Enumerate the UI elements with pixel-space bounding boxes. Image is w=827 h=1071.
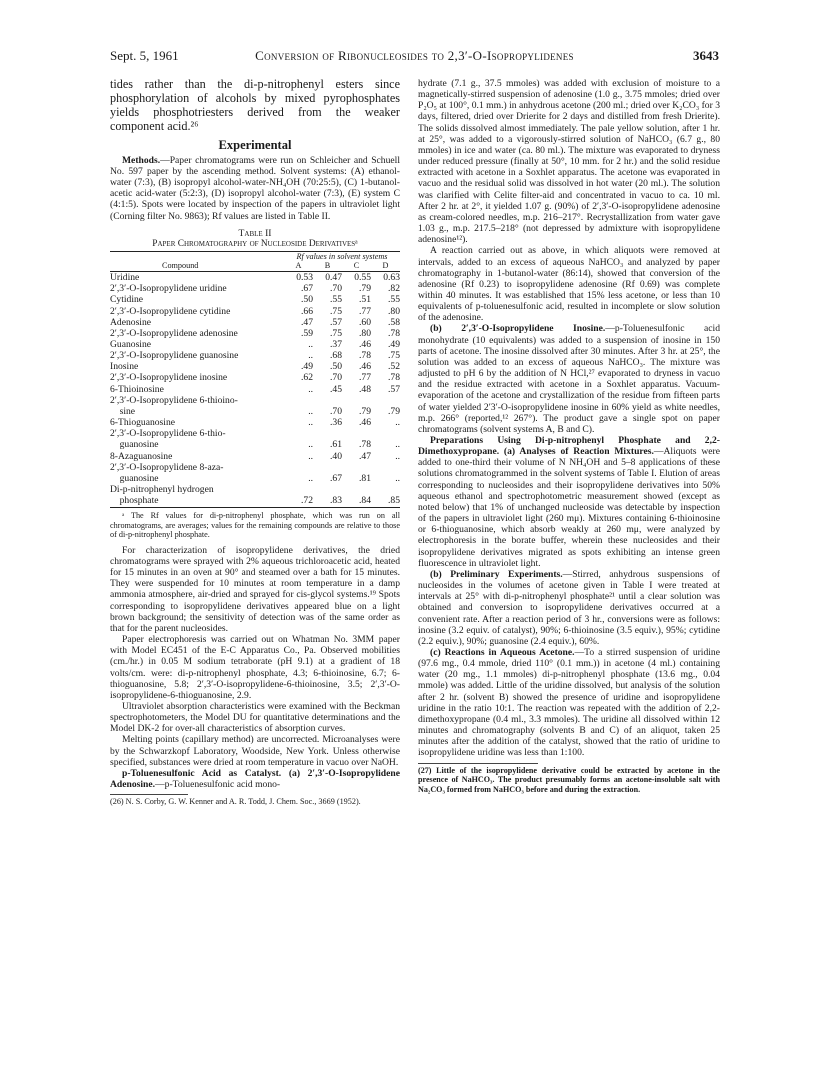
rf-value xyxy=(371,428,400,439)
preliminary-lead: (b) Preliminary Experiments. xyxy=(430,568,563,580)
table-row xyxy=(110,339,400,350)
footnote-rule-left xyxy=(110,794,188,795)
intro-paragraph: tides rather than the di-p-nitrophenyl esters since phosphorylation of alcohols by mixed pyrophosphates yields phosphotriesters derived from the weaker component acid.²⁶ xyxy=(110,77,400,133)
rf-value: .77 xyxy=(359,372,371,384)
rf-value: .36 xyxy=(330,417,342,429)
table-row xyxy=(110,395,400,406)
catalyst-lead: p-Toluenesulfonic Acid as Catalyst. (a) 2′,3′-O-Isopropylidene Adenosine. xyxy=(110,767,400,791)
rf-value xyxy=(313,395,342,406)
rf-value: .. xyxy=(308,350,313,362)
rf-value: .. xyxy=(308,450,313,462)
rf-value: .79 xyxy=(359,283,371,295)
adenosine-paragraph: hydrate (7.1 g., 37.5 mmoles) was added with exclusion of moisture to a magnetically-stirred suspension of adenosine (1.0 g., 3.75 mmoles; dried over P₂O₅ at 100°, 0.1 mm.) in anhydrous acetone (200 ml.; dried over K₂CO₃ for 3 days, filtered, dried over Drierite for 2 days and distilled from fresh Drierite). The solids dissolved almost immediately. The pale yellow solution, after 1 hr. at 25°, was added to a vigorously-stirred solution of NaHCO₃ (6.7 g., 80 mmoles) in ice and water (ca. 80 ml.). The mixture was evaporated to dryness under reduced pressure (finally at 50°, 10 mm. for 2 hr.) and the solid residue extracted with acetone in a Soxhlet apparatus. The acetone was evaporated in vacuo and the residual solid was dissolved in hot water (20 ml.). The solution was clarified with Celite filter-aid and concentrated in vacuo to ca. 10 ml. After 2 hr. at 2°, it yielded 1.07 g. (90%) of 2′,3′-O-isopropylidene adenosine as cream-colored needles, m.p. 216–217°. Recrystallization from water gave 1.03 g., m.p. 217.5–218° (not depressed by admixture with isopropylidene adenosine¹²). xyxy=(418,78,720,246)
rf-value: .78 xyxy=(359,350,371,362)
rf-value: .55 xyxy=(388,294,400,306)
table-row xyxy=(110,283,400,294)
table-row xyxy=(110,439,400,450)
rf-value: .75 xyxy=(388,350,400,362)
table-row xyxy=(110,350,400,361)
table-row xyxy=(110,306,400,317)
rf-value xyxy=(342,395,371,406)
table-row xyxy=(110,328,400,339)
running-header xyxy=(110,48,719,64)
rf-value: .70 xyxy=(330,372,342,384)
rf-value xyxy=(313,428,342,439)
right-column xyxy=(418,78,720,794)
rf-table-body xyxy=(110,272,400,508)
characterization-paragraph: For characterization of isopropylidene derivatives, the dried chromatograms were sprayed with 2% aqueous trichloroacetic acid, heated for 15 minutes in an oven at 90° and steamed over a bath for 15 minutes. They were suspended for 10 minutes at room temperature in a damp ammonia atmosphere, air-dried and sprayed for cis-glycol systems.¹⁹ Spots corresponding to isopropylidene derivatives appeared blue on a light brown background; the sensitivity of detection was of the same order as that for the parent nucleosides. xyxy=(110,544,400,634)
table-row xyxy=(110,417,400,428)
rf-value: .70 xyxy=(330,283,342,295)
rf-value: .. xyxy=(395,450,400,462)
header-title: Conversion of Ribonucleosides to 2,3′-O-Isopropylidenes xyxy=(255,48,574,63)
rf-value: .83 xyxy=(313,495,342,508)
rf-value xyxy=(371,484,400,495)
compound-name: 6-Thioguanosine xyxy=(110,417,176,429)
rf-value xyxy=(371,462,400,473)
compound-name: phosphate xyxy=(110,495,284,508)
compound-name: Uridine xyxy=(110,272,140,284)
rf-value: .79 xyxy=(388,405,400,417)
rf-value: .79 xyxy=(359,405,371,417)
left-column xyxy=(110,78,400,807)
rf-value xyxy=(284,428,313,439)
analyses-lead: Preparations Using Di-p-nitrophenyl Phosphate and 2,2-Dimethoxypropane. (a) Analyses of Reaction Mixtures. xyxy=(418,435,720,458)
table-header-c: C xyxy=(342,261,371,272)
rf-value: 0.47 xyxy=(325,272,342,284)
aqueous-acetone-lead: (c) Reactions in Aqueous Acetone. xyxy=(430,646,575,658)
rf-value: .72 xyxy=(284,495,313,508)
compound-name: Cytidine xyxy=(110,294,144,306)
rf-value: .. xyxy=(395,417,400,429)
rf-value xyxy=(313,484,342,495)
table-row xyxy=(110,495,400,508)
footnote-rule-right xyxy=(418,763,538,764)
melting-paragraph: Melting points (capillary method) are uncorrected. Microanalyses were by the Schwarzkopf Laboratory, Woodside, New York. Unless otherwise specified, substances were dried at room temperature in vacuo over NaOH. xyxy=(110,734,400,768)
rf-value: .82 xyxy=(388,283,400,295)
rf-value: .. xyxy=(308,417,313,429)
compound-name: 2′,3′-O-Isopropylidene 6-thio- xyxy=(110,428,226,440)
footnote-26: (26) N. S. Corby, G. W. Kenner and A. R. Todd, J. Chem. Soc., 3669 (1952). xyxy=(110,797,361,807)
header-page-number: 3643 xyxy=(693,48,719,63)
rf-value: .49 xyxy=(301,361,313,373)
rf-value: .75 xyxy=(330,327,342,339)
rf-value: .58 xyxy=(388,316,400,328)
rf-value: .47 xyxy=(301,316,313,328)
rf-value: .. xyxy=(308,472,313,484)
rf-value: .55 xyxy=(330,294,342,306)
rf-value: .80 xyxy=(359,327,371,339)
table-row xyxy=(110,372,400,383)
rf-value: .80 xyxy=(388,305,400,317)
table-header-a: A xyxy=(284,261,313,272)
rf-value: 0.63 xyxy=(383,272,400,284)
methods-text: —Paper chromatograms were run on Schleicher and Schuell No. 597 paper by the ascending method. Solvent systems: (A) ethanol-water (7:3), (B) isopropyl alcohol-water-NH₄OH (70:25:5), (C) 1-butanol-acetic acid-water (5:2:3), (D) isopropyl alcohol-water (7:3), (E) system C (4:1:5). Spots were located by inspection of the papers in ultraviolet light (Corning filter No. 9863); Rf values are listed in Table II. xyxy=(110,154,400,222)
rf-value: .52 xyxy=(388,361,400,373)
table-row xyxy=(110,462,400,473)
rf-value: .77 xyxy=(359,305,371,317)
rf-value: .46 xyxy=(359,417,371,429)
catalyst-text: —p-Toluenesulfonic acid mono- xyxy=(155,779,281,791)
rf-value: .45 xyxy=(330,383,342,395)
inosine-lead: (b) 2′,3′-O-Isopropylidene Inosine. xyxy=(430,323,606,335)
rf-value: .50 xyxy=(301,294,313,306)
rf-value: .. xyxy=(308,405,313,417)
rf-value: .59 xyxy=(301,327,313,339)
aqueous-acetone-paragraph xyxy=(418,647,720,759)
rf-value: .66 xyxy=(301,305,313,317)
header-date: Sept. 5, 1961 xyxy=(110,48,179,63)
rf-value: .46 xyxy=(359,361,371,373)
rf-table xyxy=(110,251,400,508)
aqueous-acetone-text: —To a stirred suspension of uridine (97.6 mg., 0.4 mmole, dried 110° (0.1 mm.)) in acetone (4 ml.) containing water (20 mg., 1.1 mmoles) di-p-nitrophenyl phosphate (13.6 mg., 0.04 mmole) was added. Little of the uridine dissolved, but analysis of the solution after 2 hr. (solvent B) showed the presence of uridine and isopropylidene uridine in the ratio 10:1. The reaction was repeated with the addition of 2,2-dimethoxypropane (0.4 ml., 3.3 mmoles). The uridine all dissolved within 12 minutes and chromatography (solvents B and C) of an aliquot, taken 25 minutes after the addition of the catalyst, showed that the ratio of uridine to isopropylidene uridine was less than 1:100. xyxy=(418,646,720,759)
rf-value: .57 xyxy=(330,316,342,328)
rf-value: .. xyxy=(395,439,400,451)
methods-lead: Methods. xyxy=(122,154,161,166)
compound-name: 6-Thioinosine xyxy=(110,383,164,395)
ultraviolet-paragraph: Ultraviolet absorption characteristics were examined with the Beckman spectrophotometers, the Model DU for quantitative determinations and the Model DK-2 for over-all characteristics of absorption curves. xyxy=(110,701,400,735)
rf-value xyxy=(342,462,371,473)
table-row xyxy=(110,272,400,284)
rf-value: .57 xyxy=(388,383,400,395)
table-row xyxy=(110,294,400,305)
table-row xyxy=(110,473,400,484)
table-header-d: D xyxy=(371,261,400,272)
compound-name: guanosine xyxy=(110,472,159,484)
experimental-heading: Experimental xyxy=(218,137,292,152)
table-header-compound: Compound xyxy=(110,261,284,272)
table-footnote xyxy=(110,511,400,540)
rf-value: .48 xyxy=(359,383,371,395)
table-label: Table II xyxy=(238,227,272,239)
rf-value: .. xyxy=(308,383,313,395)
table-footnote-text: ᵃ The Rf values for di-p-nitrophenyl phosphate, which was run on all chromatograms, are averages; values for the remaining compounds are relative to those of di-p-nitrophenyl phosphate. xyxy=(110,511,400,540)
compound-name: sine xyxy=(110,405,136,417)
compound-name: 2′,3′-O-Isopropylidene inosine xyxy=(110,372,228,384)
rf-value: .67 xyxy=(330,472,342,484)
compound-name: Adenosine xyxy=(110,316,152,328)
compound-name: 2′,3′-O-Isopropylidene 6-thioino- xyxy=(110,394,238,406)
compound-name: Guanosine xyxy=(110,338,152,350)
rf-value xyxy=(371,395,400,406)
table-header-span: Rf values in solvent systems xyxy=(284,252,400,262)
inosine-text: —p-Toluenesulfonic acid monohydrate (10 equivalents) was added to a suspension of inosine in 150 parts of acetone. The inosine dissolved after 30 minutes. After 3 hr. at 25°, the solution was added to an excess of aqueous NaHCO₃. The mixture was adjusted to pH 6 by the addition of N HCl,²⁷ evaporated to dryness in vacuo and the residue extracted with acetone in a Soxhlet apparatus. Vacuum-evaporation of the acetone and crystallization of the residue from fifteen parts of water yielded 2′3′-O-isopropylidene inosine in 60% yield as white needles, m.p. 266° (reported,¹² 267°). The product gave a single spot on paper chromatograms (solvent systems A, B and C). xyxy=(418,323,720,435)
compound-name: 2′,3′-O-Isopropylidene cytidine xyxy=(110,305,231,317)
table-row xyxy=(110,484,400,495)
rf-value: .. xyxy=(395,472,400,484)
rf-value xyxy=(284,395,313,406)
rf-value: 0.53 xyxy=(296,272,313,284)
catalyst-paragraph xyxy=(110,768,400,790)
rf-value xyxy=(284,462,313,473)
compound-name: Di-p-nitrophenyl hydrogen xyxy=(110,484,214,495)
table-row xyxy=(110,384,400,395)
rf-value: .75 xyxy=(330,305,342,317)
table-row xyxy=(110,451,400,462)
footnote-27: (27) Little of the isopropylidene derivative could be extracted by acetone in the presence of NaHCO₃. The product presumably forms an acetone-insoluble salt with Na₂CO₃ formed from NaHCO₃ before and during the extraction. xyxy=(418,765,720,794)
rf-value: .51 xyxy=(359,294,371,306)
table-header-b: B xyxy=(313,261,342,272)
table-row xyxy=(110,317,400,328)
preliminary-text: —Stirred, anhydrous suspensions of nucleosides in the volumes of acetone given in Table I were treated at intervals at 25° with di-p-nitrophenyl phosphate²¹ until a clear solution was obtained and conversion to isopropylidene derivatives occurred at a convenient rate. After a reaction period of 3 hr., conversions were as follows: inosine (3.2 equiv. of catalyst), 90%; 6-thioinosine (3.5 equiv.), 95%; cytidine (2.2 equiv.), 90%; guanosine (2.4 equiv.), 60%. xyxy=(418,568,720,647)
rf-value xyxy=(284,484,313,495)
rf-value: .47 xyxy=(359,450,371,462)
rf-value: .. xyxy=(308,439,313,451)
rf-value: .78 xyxy=(388,372,400,384)
rf-value: .78 xyxy=(359,439,371,451)
kinetics-paragraph: A reaction carried out as above, in which aliquots were removed at intervals, added to an excess of aqueous NaHCO₃ and analyzed by paper chromatography in 1-butanol-water (86:14), showed that conversion of the adenosine (Rf 0.23) to isopropylidene adenosine (Rf 0.69) was complete within 40 minutes. It was established that 15% less acetone, or less than 10 equivalents of p-toluenesulfonic acid, resulted in incomplete or slow solution of the adenosine. xyxy=(418,245,720,324)
table-header-spacer xyxy=(110,252,284,262)
rf-value: .60 xyxy=(359,316,371,328)
rf-value: .37 xyxy=(330,338,342,350)
rf-value: .62 xyxy=(301,372,313,384)
rf-value: .50 xyxy=(330,361,342,373)
compound-name: 2′,3′-O-Isopropylidene guanosine xyxy=(110,350,239,362)
compound-name: 2′,3′-O-Isopropylidene uridine xyxy=(110,283,227,295)
rf-value: .49 xyxy=(388,338,400,350)
rf-value: .68 xyxy=(330,350,342,362)
rf-value: .70 xyxy=(330,405,342,417)
rf-value: .84 xyxy=(342,495,371,508)
analyses-paragraph xyxy=(418,435,720,569)
compound-name: 8-Azaguanosine xyxy=(110,450,173,462)
preliminary-paragraph xyxy=(418,569,720,647)
rf-value: .61 xyxy=(330,439,342,451)
rf-value: .. xyxy=(308,338,313,350)
rf-value xyxy=(313,462,342,473)
rf-value: .85 xyxy=(371,495,400,508)
rf-value: .46 xyxy=(359,338,371,350)
rf-value: .78 xyxy=(388,327,400,339)
table-row xyxy=(110,361,400,372)
table-row xyxy=(110,406,400,417)
compound-name: guanosine xyxy=(110,439,159,451)
rf-value xyxy=(342,484,371,495)
rf-value: .67 xyxy=(301,283,313,295)
table-row xyxy=(110,428,400,439)
rf-value: 0.55 xyxy=(354,272,371,284)
compound-name: Inosine xyxy=(110,361,139,373)
inosine-paragraph xyxy=(418,323,720,435)
compound-name: 2′,3′-O-Isopropylidene adenosine xyxy=(110,327,238,339)
rf-value: .40 xyxy=(330,450,342,462)
electrophoresis-paragraph: Paper electrophoresis was carried out on Whatman No. 3MM paper with Model EC451 of the E-C Apparatus Co., Pa. Observed mobilities (cm./hr.) in 0.05 M sodium tetraborate (pH 9.1) at a gradient of 18 volts/cm. were: di-p-nitrophenyl phosphate, 4.3; 6-thioinosine, 6.7; 6-thioguanosine, 5.8; 2′,3′-O-isopropylidene-6-thioinosine, 3.5; 2′,3′-O-isopropylidene-6-thioguanosine, 2.9. xyxy=(110,634,400,701)
rf-value: .81 xyxy=(359,472,371,484)
table-caption: Paper Chromatography of Nucleoside Derivativesᵃ xyxy=(152,238,358,249)
rf-value xyxy=(342,428,371,439)
compound-name: 2′,3′-O-Isopropylidene 8-aza- xyxy=(110,461,224,473)
methods-paragraph xyxy=(110,155,400,222)
analyses-text: —Aliquots were added to one-third their volume of N NH₄OH and 5–8 applications of these solutions chromatogrammed in the solvent systems of Table I. Elution of areas corresponding to nucleosides and their isopropylidene derivatives into 50% aqueous ethanol and spectrophotometric measurement showed (except as noted below) that 1% of unchanged nucleoside was detectable by inspection of the papers in ultraviolet light (260 mμ). Mixtures containing 6-thioinosine or 6-thioguanosine, which absorb weakly at 260 mμ, were analyzed by electrophoresis in the borate buffer, wherein these nucleosides and their isopropylidene derivatives migrated as spots exhibiting an intense green fluorescence in ultraviolet light. xyxy=(418,446,720,569)
